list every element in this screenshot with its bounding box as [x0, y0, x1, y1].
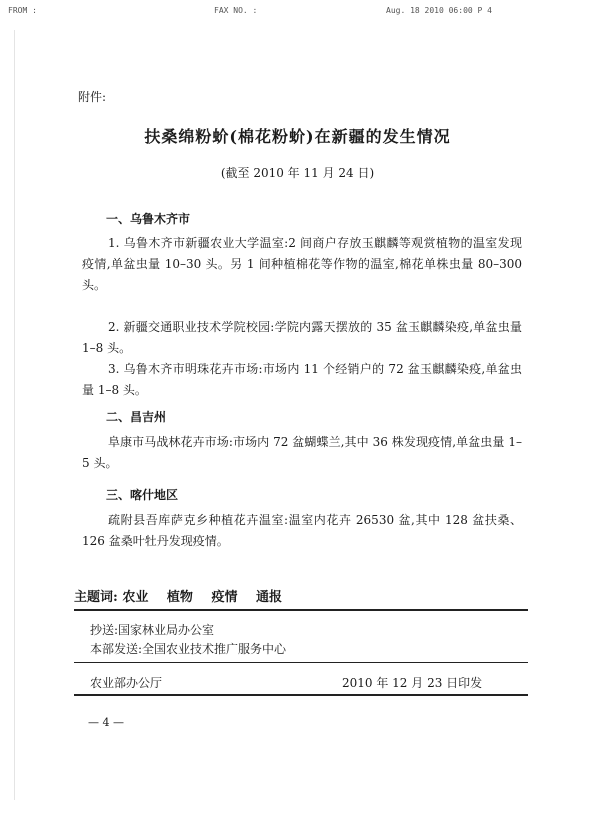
print-date: 2010 年 12 月 23 日印发	[342, 676, 483, 690]
paragraph-changji-1: 阜康市马战林花卉市场:市场内 72 盆蝴蝶兰,其中 36 株发现疫情,单盆虫量 1–5 头。	[82, 435, 522, 470]
section-heading-urumqi: 一、乌鲁木齐市	[106, 212, 191, 226]
paragraph-urumqi-3: 3. 乌鲁木齐市明珠花卉市场:市场内 11 个经销户的 72 盆玉麒麟染疫,单盆虫量 1–8 头。	[82, 362, 522, 397]
document-title: 扶桑绵粉蚧(棉花粉蚧)在新疆的发生情况	[144, 127, 451, 146]
paragraph-urumqi-2: 2. 新疆交通职业技术学院校园:学院内露天摆放的 35 盆玉麒麟染疫,单盆虫量 1–8 头。	[82, 320, 522, 355]
keyword-item: 植物	[166, 590, 193, 605]
internal-distribution-line: 本部发送:全国农业技术推广服务中心	[90, 642, 287, 656]
divider-thick	[74, 609, 528, 611]
keywords-line	[74, 586, 296, 605]
document-subtitle: (截至 2010 年 11 月 24 日)	[220, 166, 375, 180]
keyword-item: 通报	[255, 590, 282, 605]
paragraph-urumqi-1: 1. 乌鲁木齐市新疆农业大学温室:2 间商户存放玉麒麟等观赏植物的温室发现疫情,单盆虫量 10–30 头。另 1 间种植棉花等作物的温室,棉花单株虫量 80–300 头。	[82, 236, 522, 292]
fax-date-page: Aug. 18 2010 06:00 P 4	[386, 6, 492, 15]
keywords-label: 主题词:	[74, 590, 118, 605]
divider-thin	[74, 662, 528, 663]
keyword-item: 农业	[122, 590, 149, 605]
section-heading-kashgar: 三、喀什地区	[106, 488, 179, 502]
paragraph-kashgar-1: 疏附县吾库萨克乡种植花卉温室:温室内花卉 26530 盆,其中 128 盆扶桑、126 盆桑叶牡丹发现疫情。	[82, 513, 522, 548]
divider-bottom	[74, 694, 528, 696]
page-number: — 4 —	[88, 716, 124, 729]
attachment-label: 附件:	[78, 90, 107, 104]
issuing-office: 农业部办公厅	[90, 676, 163, 690]
cc-line: 抄送:国家林业局办公室	[90, 623, 215, 637]
section-heading-changji: 二、昌吉州	[106, 410, 167, 424]
fax-number: FAX NO. :	[214, 6, 258, 15]
keyword-item: 疫情	[211, 590, 238, 605]
fax-from: FROM :	[8, 6, 37, 15]
